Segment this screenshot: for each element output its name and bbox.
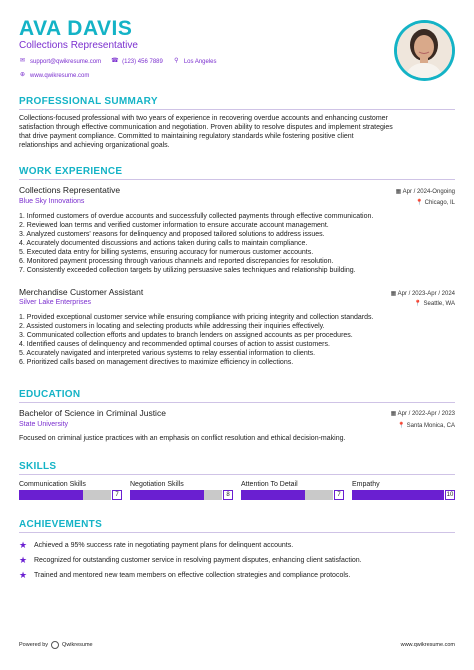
award-icon: ★: [19, 555, 28, 565]
education-date: ▦ Apr / 2022-Apr / 2023: [390, 411, 455, 417]
phone-icon: ☎: [111, 58, 119, 64]
qwikresume-logo-icon: [51, 641, 59, 649]
contact-phone: (123) 456 7889: [122, 58, 163, 65]
section-divider: [19, 109, 455, 110]
list-item: 2. Reviewed loan terms and verified customer information to ensure accurate account management.: [19, 222, 329, 229]
section-title-achievements: ACHIEVEMENTS: [19, 519, 103, 530]
list-item: 1. Informed customers of overdue accounts and successfully collected payments through effective communication.: [19, 213, 374, 220]
job-title: Collections Representative: [19, 185, 121, 195]
skill-name: Communication Skills: [19, 481, 86, 488]
list-item: 1. Provided exceptional customer service while ensuring compliance with pricing integrity and collection standards.: [19, 314, 374, 321]
candidate-role: Collections Representative: [19, 40, 138, 51]
skill-level-remainder: [83, 490, 111, 500]
skill-item: [130, 481, 234, 500]
contact-email[interactable]: support@qwikresume.com: [30, 58, 102, 65]
job-location: 📍 Seattle, WA: [414, 301, 455, 307]
footer-powered: Powered by Qwikresume: [19, 642, 93, 648]
list-item: 3. Communicated collection efforts and updates to branch lenders on assigned accounts as per procedures.: [19, 332, 353, 339]
achievement-item: ★ Trained and mentored new team members on effective collection strategies and compliance protocols.: [19, 570, 351, 580]
job-location: 📍 Chicago, IL: [415, 200, 455, 206]
skill-level-remainder: [204, 490, 222, 500]
skill-name: Negotiation Skills: [130, 481, 184, 488]
summary-text: Collections-focused professional with two years of experience in recovering overdue accounts and enhancing customer satisfaction through effective communication and negotiation. Proven ability to resolve disputes and implement strategies that drive payment compliance. Committed to maintaining regulatory standards while fostering positive client relationships and achieving organizational goals.: [19, 115, 393, 149]
skill-level-number: 10: [446, 492, 454, 498]
skill-level-fill: [352, 490, 444, 500]
candidate-name: AVA DAVIS: [19, 17, 133, 40]
award-icon: ★: [19, 540, 28, 550]
job-company: Blue Sky Innovations: [19, 198, 85, 205]
achievement-item: ★ Achieved a 95% success rate in negotiating payment plans for delinquent accounts.: [19, 540, 294, 550]
skill-level-number: 7: [334, 490, 344, 500]
section-divider: [19, 402, 455, 403]
footer-url[interactable]: www.qwikresume.com: [400, 642, 455, 648]
skill-level-fill: [241, 490, 305, 500]
section-title-summary: PROFESSIONAL SUMMARY: [19, 96, 158, 107]
skill-name: Empathy: [352, 481, 380, 488]
section-divider: [19, 179, 455, 180]
section-title-education: EDUCATION: [19, 389, 81, 400]
achievement-item: ★ Recognized for outstanding customer service in resolving payment disputes, enhancing client satisfaction.: [19, 555, 362, 565]
job-title: Merchandise Customer Assistant: [19, 287, 144, 297]
degree-title: Bachelor of Science in Criminal Justice: [19, 408, 166, 418]
job-bullets: [19, 313, 455, 367]
list-item: 5. Executed data entry for billing systems, ensuring accuracy for numerous customer accounts.: [19, 249, 314, 256]
school-name: State University: [19, 421, 69, 428]
job-date: ▦ Apr / 2024-Ongoing: [395, 189, 455, 195]
section-divider: [19, 474, 455, 475]
education-location: 📍 Santa Monica, CA: [397, 423, 455, 429]
skill-level-remainder: [305, 490, 333, 500]
skill-level-bar: [241, 490, 345, 500]
section-title-experience: WORK EXPERIENCE: [19, 166, 123, 177]
skill-item: [241, 481, 345, 500]
avatar: [397, 23, 452, 78]
skill-level-fill: [19, 490, 83, 500]
skill-level-number: 7: [112, 490, 122, 500]
list-item: 7. Consistently exceeded collection targets by utilizing persuasive sales techniques and relationship building.: [19, 267, 356, 274]
section-title-skills: SKILLS: [19, 461, 57, 472]
contact-row-2: [19, 72, 89, 79]
job-bullets: [19, 212, 455, 275]
list-item: 6. Prioritized calls based on management directives to maximize efficiency in collections.: [19, 359, 294, 366]
skill-item: [352, 481, 456, 500]
section-divider: [19, 532, 455, 533]
list-item: 3. Analyzed customers' reasons for delinquency and proposed tailored solutions to address issues.: [19, 231, 325, 238]
list-item: 5. Accurately navigated and interpreted various systems to relay essential information to clients.: [19, 350, 316, 357]
skill-level-fill: [130, 490, 204, 500]
list-item: 6. Monitored payment processing through various channels and reported discrepancies for resolution.: [19, 258, 334, 265]
skill-level-bar: [352, 490, 456, 500]
location-pin-icon: ⚲: [174, 58, 179, 64]
globe-icon: ⊕: [19, 72, 26, 78]
list-item: 2. Assisted customers in locating and selecting products while addressing their inquiries effectively.: [19, 323, 325, 330]
skill-level-bar: [130, 490, 234, 500]
list-item: 4. Identified causes of delinquency and recommended optimal courses of action to assist customers.: [19, 341, 330, 348]
job-date: ▦ Apr / 2023-Apr / 2024: [390, 291, 455, 297]
profile-photo: [394, 20, 455, 81]
footer-brand-link[interactable]: Qwikresume: [62, 642, 93, 648]
skill-level-number: 8: [223, 490, 233, 500]
job-company: Silver Lake Enterprises: [19, 299, 91, 306]
skill-item: [19, 481, 123, 500]
contact-website[interactable]: www.qwikresume.com: [30, 72, 90, 79]
skill-name: Attention To Detail: [241, 481, 298, 488]
award-icon: ★: [19, 570, 28, 580]
email-icon: ✉: [19, 58, 26, 64]
contact-row-1: [19, 58, 217, 65]
skill-level-bar: [19, 490, 123, 500]
contact-location: Los Angeles: [183, 58, 217, 65]
list-item: 4. Accurately documented discussions and actions taken during calls to maintain compliance.: [19, 240, 308, 247]
education-description: Focused on criminal justice practices with an emphasis on conflict resolution and ethical decision-making.: [19, 435, 346, 442]
